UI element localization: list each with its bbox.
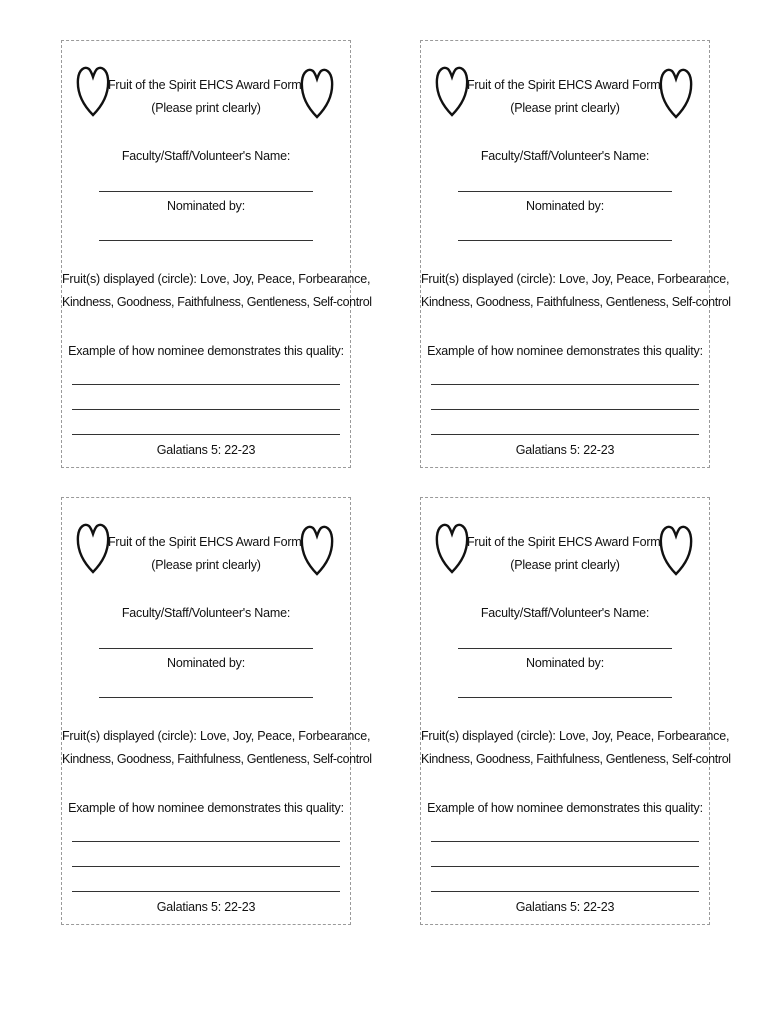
- award-form-card-2: [420, 40, 731, 468]
- example-line-1[interactable]: [72, 841, 340, 842]
- form-subtitle: (Please print clearly): [151, 558, 261, 572]
- nominee-name-line[interactable]: [458, 191, 672, 192]
- nominee-name-label: Faculty/Staff/Volunteer's Name:: [480, 606, 650, 620]
- nominee-name-label: Faculty/Staff/Volunteer's Name:: [121, 149, 291, 163]
- scripture-reference: Galatians 5: 22-23: [156, 900, 256, 914]
- fruits-list-line-1: Fruit(s) displayed (circle): Love, Joy, Peace, Forbearance,: [62, 729, 371, 743]
- form-title: Fruit of the Spirit EHCS Award Form: [108, 535, 302, 549]
- fruits-list-line-1: Fruit(s) displayed (circle): Love, Joy, Peace, Forbearance,: [62, 272, 371, 286]
- award-form-card-1: [61, 40, 372, 468]
- example-label: Example of how nominee demonstrates this quality:: [68, 344, 344, 358]
- form-title: Fruit of the Spirit EHCS Award Form: [108, 78, 302, 92]
- form-title: Fruit of the Spirit EHCS Award Form: [467, 535, 661, 549]
- example-line-2[interactable]: [72, 409, 340, 410]
- form-title: Fruit of the Spirit EHCS Award Form: [467, 78, 661, 92]
- fruits-list-line-2: Kindness, Goodness, Faithfulness, Gentleness, Self-control: [421, 295, 731, 309]
- example-label: Example of how nominee demonstrates this quality:: [427, 344, 703, 358]
- scripture-reference: Galatians 5: 22-23: [156, 443, 256, 457]
- example-label: Example of how nominee demonstrates this quality:: [68, 801, 344, 815]
- nominee-name-label: Faculty/Staff/Volunteer's Name:: [121, 606, 291, 620]
- scripture-reference: Galatians 5: 22-23: [515, 443, 615, 457]
- nominated-by-line[interactable]: [458, 240, 672, 241]
- example-line-2[interactable]: [431, 866, 699, 867]
- example-line-3[interactable]: [431, 891, 699, 892]
- example-line-3[interactable]: [431, 434, 699, 435]
- nominated-by-label: Nominated by:: [526, 199, 604, 213]
- example-line-2[interactable]: [431, 409, 699, 410]
- example-label: Example of how nominee demonstrates this quality:: [427, 801, 703, 815]
- scripture-reference: Galatians 5: 22-23: [515, 900, 615, 914]
- fruits-list-line-1: Fruit(s) displayed (circle): Love, Joy, Peace, Forbearance,: [421, 272, 730, 286]
- example-line-1[interactable]: [431, 841, 699, 842]
- award-form-card-4: [420, 497, 731, 925]
- example-line-1[interactable]: [431, 384, 699, 385]
- example-line-3[interactable]: [72, 434, 340, 435]
- fruits-list-line-2: Kindness, Goodness, Faithfulness, Gentleness, Self-control: [62, 295, 372, 309]
- nominated-by-line[interactable]: [458, 697, 672, 698]
- fruits-list-line-2: Kindness, Goodness, Faithfulness, Gentleness, Self-control: [62, 752, 372, 766]
- nominated-by-label: Nominated by:: [167, 199, 245, 213]
- nominee-name-line[interactable]: [99, 648, 313, 649]
- form-subtitle: (Please print clearly): [510, 101, 620, 115]
- example-line-3[interactable]: [72, 891, 340, 892]
- nominated-by-line[interactable]: [99, 697, 313, 698]
- nominated-by-label: Nominated by:: [526, 656, 604, 670]
- nominee-name-label: Faculty/Staff/Volunteer's Name:: [480, 149, 650, 163]
- form-subtitle: (Please print clearly): [151, 101, 261, 115]
- fruits-list-line-2: Kindness, Goodness, Faithfulness, Gentleness, Self-control: [421, 752, 731, 766]
- award-form-card-3: [61, 497, 372, 925]
- nominated-by-line[interactable]: [99, 240, 313, 241]
- example-line-2[interactable]: [72, 866, 340, 867]
- nominee-name-line[interactable]: [458, 648, 672, 649]
- fruits-list-line-1: Fruit(s) displayed (circle): Love, Joy, Peace, Forbearance,: [421, 729, 730, 743]
- nominee-name-line[interactable]: [99, 191, 313, 192]
- form-subtitle: (Please print clearly): [510, 558, 620, 572]
- example-line-1[interactable]: [72, 384, 340, 385]
- nominated-by-label: Nominated by:: [167, 656, 245, 670]
